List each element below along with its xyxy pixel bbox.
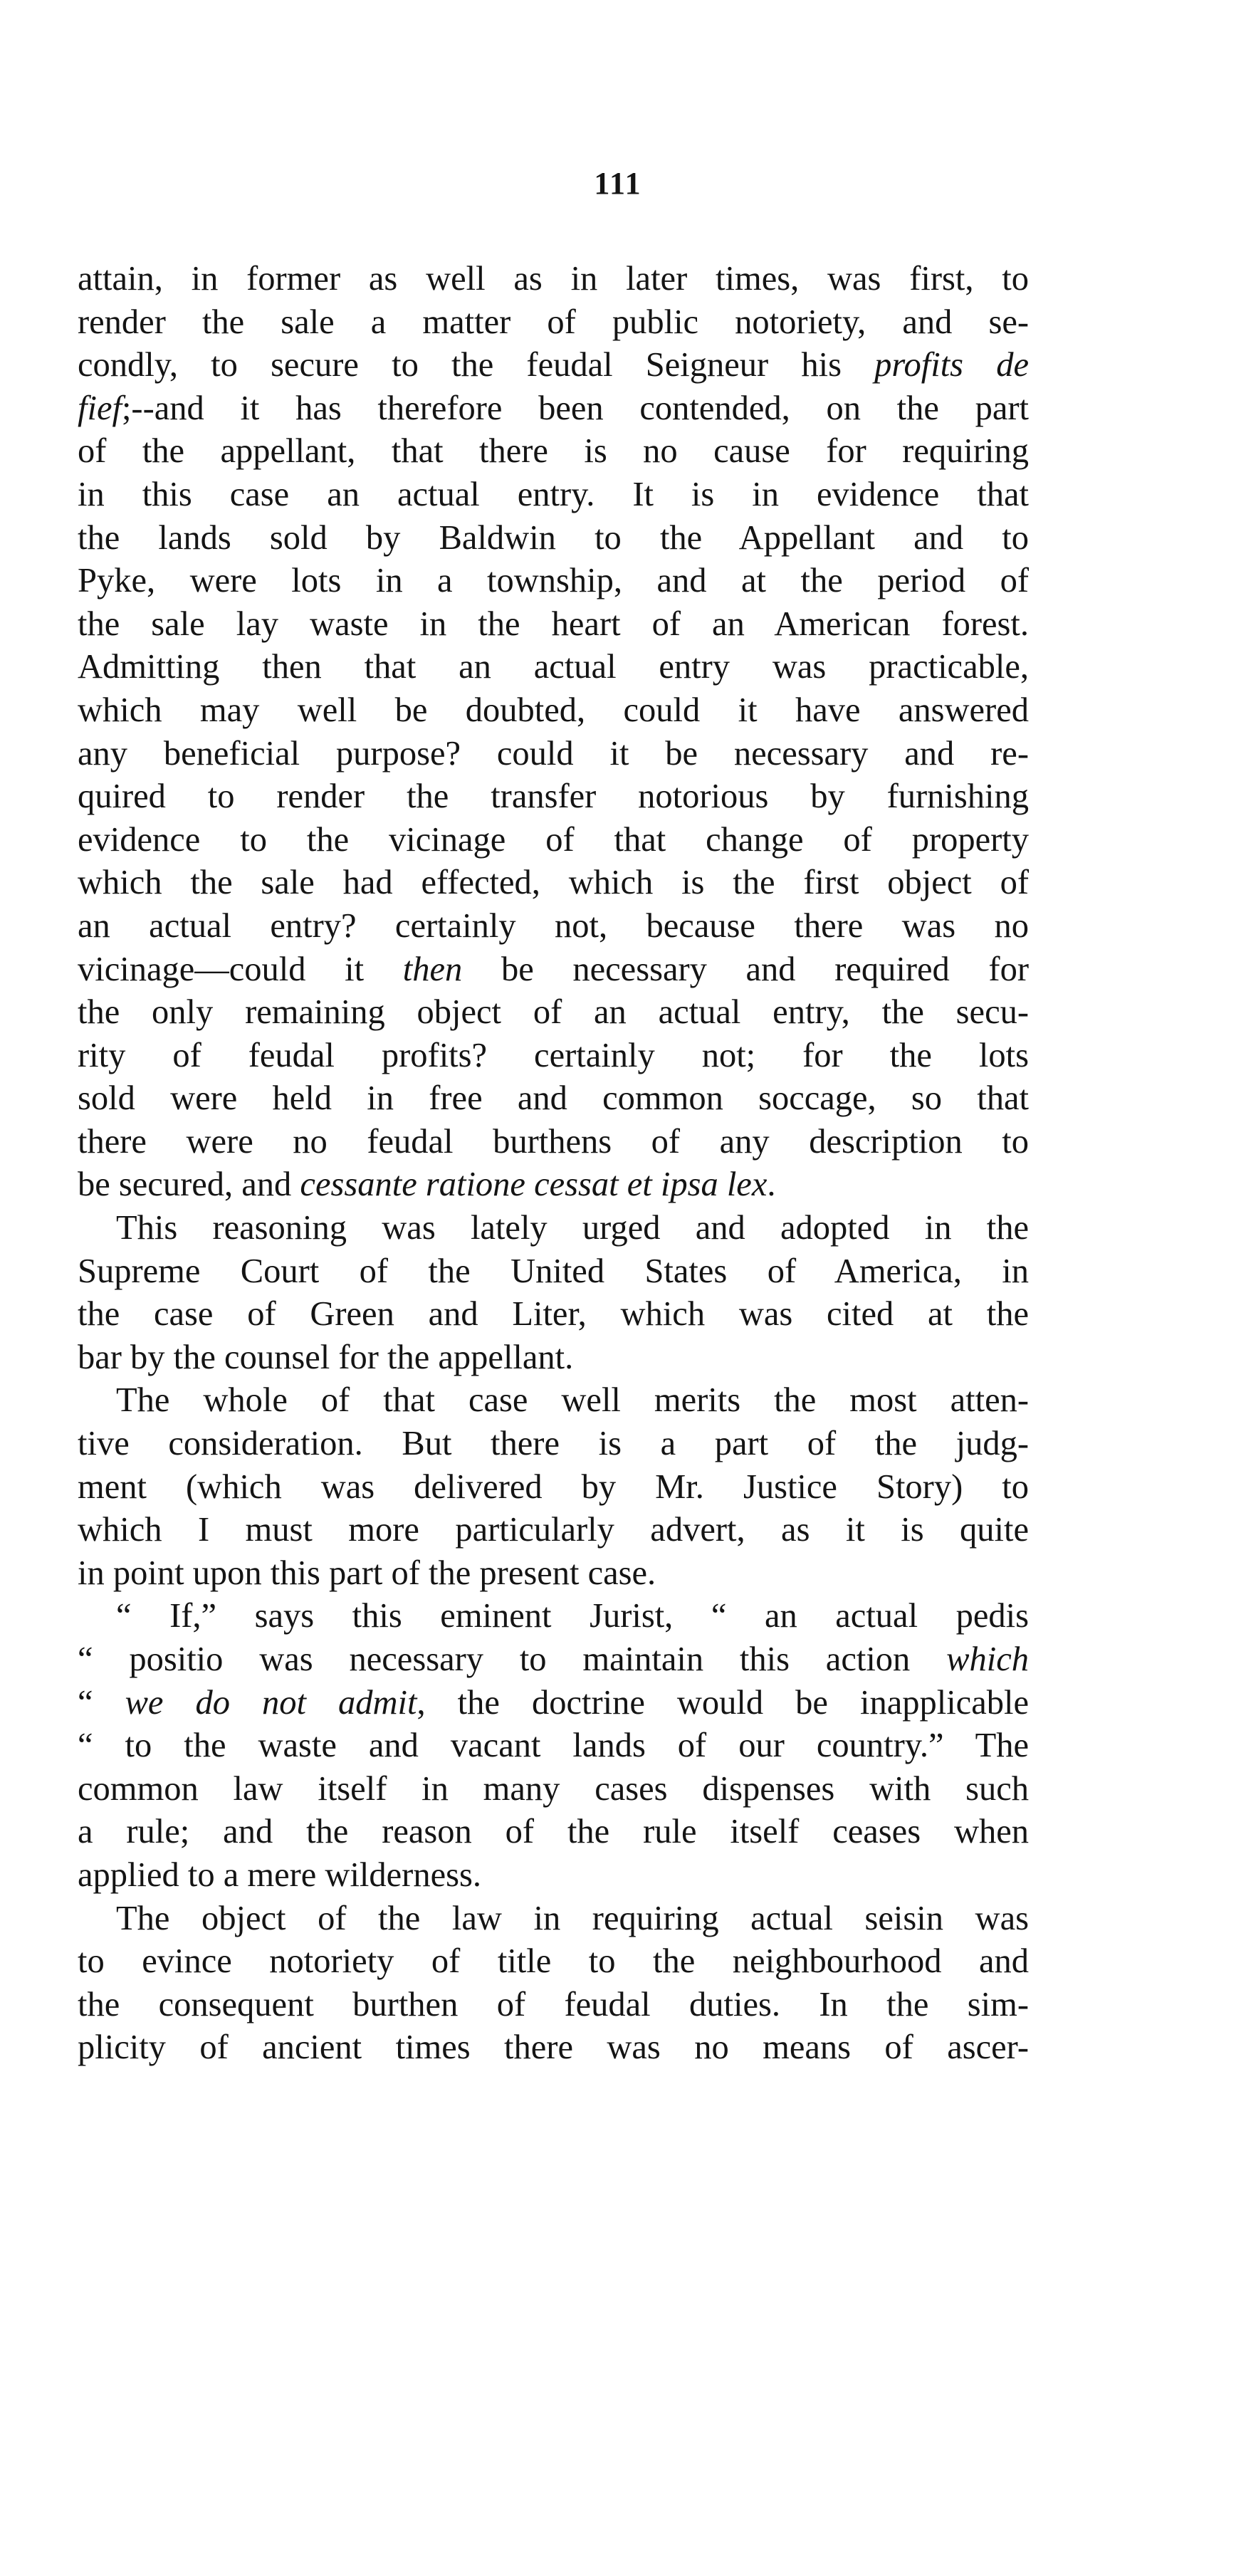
- text-line: “ positio was necessary to maintain this action which: [78, 1640, 1029, 1678]
- text-line: there were no feudal burthens of any description to: [78, 1122, 1029, 1161]
- text-line: bar by the counsel for the appellant.: [78, 1338, 574, 1376]
- italic-phrase: we do not admit: [125, 1683, 417, 1722]
- text-line: be secured, and cessante ratione cessat et ipsa lex.: [78, 1166, 776, 1204]
- text-line: to evince notoriety of title to the neighbourhood and: [78, 1942, 1029, 1981]
- text-line: fief;--and it has therefore been contended, on the part: [78, 389, 1029, 427]
- body-text: [78, 258, 1029, 2070]
- page-number: 111: [594, 166, 642, 201]
- text-line: which the sale had effected, which is the first object of: [78, 864, 1029, 902]
- text-line: any beneficial purpose? could it be necessary and re-: [78, 734, 1029, 773]
- text-line: of the appellant, that there is no cause for requiring: [78, 432, 1029, 471]
- text-line: ment (which was delivered by Mr. Justice Story) to: [78, 1467, 1029, 1506]
- text-line: “ If,” says this eminent Jurist, “ an actual pedis: [116, 1597, 1029, 1635]
- text-line: condly, to secure to the feudal Seigneur his profits de: [78, 346, 1030, 384]
- text-line: Admitting then that an actual entry was practicable,: [78, 648, 1029, 686]
- text-line: vicinage—could it then be necessary and required for: [78, 950, 1029, 988]
- text-line: in this case an actual entry. It is in evidence that: [78, 475, 1029, 513]
- text-line: tive consideration. But there is a part of the judg-: [78, 1425, 1029, 1463]
- text-line: evidence to the vicinage of that change of property: [78, 820, 1029, 859]
- italic-phrase: cessante ratione cessat et ipsa lex: [300, 1166, 768, 1204]
- text-line: the case of Green and Liter, which was cited at the: [78, 1295, 1029, 1334]
- text-line: attain, in former as well as in later times, was first, to: [78, 260, 1029, 298]
- text-line: which I must more particularly advert, as it is quite: [78, 1511, 1029, 1549]
- text-line: The whole of that case well merits the most atten-: [116, 1381, 1029, 1420]
- text-line: the sale lay waste in the heart of an American forest.: [78, 604, 1029, 643]
- text-line: in point upon this part of the present case.: [78, 1554, 656, 1592]
- text-line: plicity of ancient times there was no means of ascer-: [78, 2028, 1029, 2067]
- text-line: “ to the waste and vacant lands of our country.” The: [78, 1727, 1029, 1765]
- text-line: The object of the law in requiring actual seisin was: [116, 1899, 1029, 1937]
- text-line: common law itself in many cases dispenses with such: [78, 1769, 1029, 1808]
- italic-phrase: fief: [78, 389, 122, 427]
- text-line: Pyke, were lots in a township, and at the period of: [78, 562, 1029, 600]
- italic-phrase: which: [946, 1640, 1029, 1678]
- text-line: the consequent burthen of feudal duties. In the sim-: [78, 1985, 1029, 2023]
- text-line: the only remaining object of an actual entry, the secu-: [78, 993, 1029, 1032]
- text-line: “ we do not admit, the doctrine would be inapplicable: [78, 1683, 1029, 1722]
- text-line: the lands sold by Baldwin to the Appellant and to: [78, 518, 1029, 557]
- text-line: sold were held in free and common soccage, so that: [78, 1079, 1029, 1118]
- text-line: render the sale a matter of public notoriety, and se-: [78, 303, 1029, 341]
- text-line: an actual entry? certainly not, because there was no: [78, 906, 1029, 945]
- text-line: Supreme Court of the United States of America, in: [78, 1252, 1029, 1290]
- text-line: This reasoning was lately urged and adopted in the: [116, 1209, 1029, 1247]
- italic-phrase: then: [402, 950, 463, 988]
- text-line: which may well be doubted, could it have answered: [78, 691, 1029, 729]
- text-line: a rule; and the reason of the rule itself ceases when: [78, 1813, 1029, 1851]
- italic-phrase: profits de: [874, 346, 1030, 384]
- text-line: applied to a mere wilderness.: [78, 1855, 481, 1894]
- text-line: rity of feudal profits? certainly not; for the lots: [78, 1036, 1029, 1074]
- text-line: quired to render the transfer notorious by furnishing: [78, 777, 1029, 816]
